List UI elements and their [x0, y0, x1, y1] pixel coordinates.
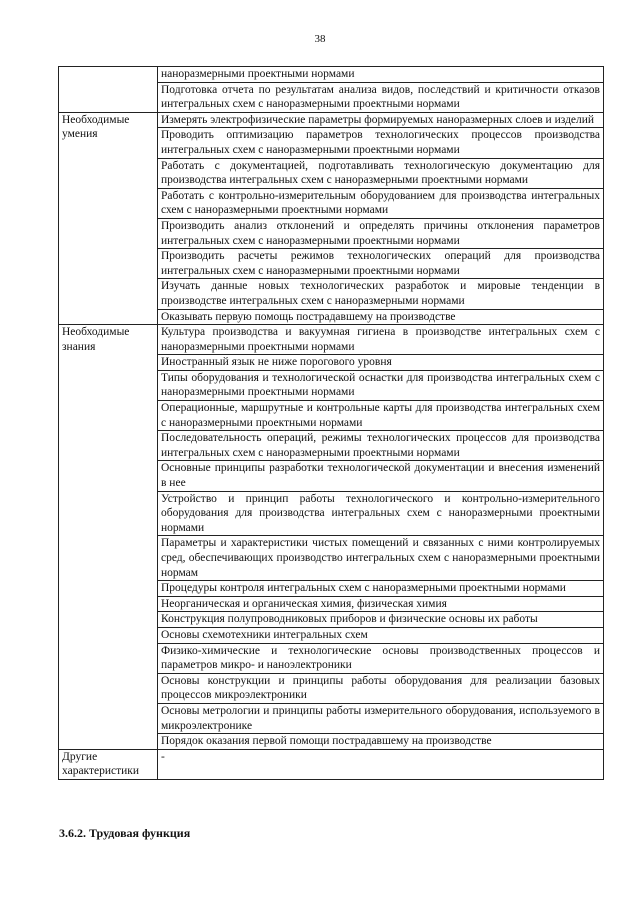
page-number: 38 [314, 33, 326, 45]
requirement-item: Порядок оказания первой помощи пострадавшему на производстве [158, 734, 604, 750]
requirement-item: Работать с документацией, подготавливать технологическую документацию для производства интегральных схем с наноразмерными проектными нормами [158, 158, 604, 188]
requirement-item: Основы метрологии и принципы работы измерительного оборудования, используемого в микроэлектронике [158, 703, 604, 733]
requirement-item: Параметры и характеристики чистых помещений и связанных с ними контролируемых сред, обеспечивающих производство интегральных схем с наноразмерными проектными нормам [158, 536, 604, 581]
requirement-item: Устройство и принцип работы технологического и контрольно-измерительного оборудования для производства интегральных схем с наноразмерными проектными нормами [158, 491, 604, 536]
table-row [59, 112, 604, 128]
requirement-item: Проводить оптимизацию параметров технологических процессов производства интегральных схем с наноразмерными проектными нормами [158, 128, 604, 158]
requirement-item: Оказывать первую помощь пострадавшему на производстве [158, 309, 604, 325]
table-row [59, 749, 604, 779]
requirement-item: Измерять электрофизические параметры формируемых наноразмерных слоев и изделий [158, 112, 604, 128]
requirement-item: Производить анализ отклонений и определять причины отклонения параметров интегральных схем с наноразмерными проектными нормами [158, 218, 604, 248]
requirement-item: Неорганическая и органическая химия, физическая химия [158, 596, 604, 612]
requirement-item: - [158, 749, 604, 779]
requirement-item: Последовательность операций, режимы технологических процессов для производства интегральных схем с наноразмерными проектными нормами [158, 431, 604, 461]
requirement-item: Процедуры контроля интегральных схем с наноразмерными проектными нормами [158, 581, 604, 597]
requirement-item: Основы конструкции и принципы работы оборудования для реализации базовых процессов микроэлектроники [158, 673, 604, 703]
table-row [59, 67, 604, 83]
row-label: Другие характеристики [59, 749, 158, 779]
requirement-item: Иностранный язык не ниже порогового уровня [158, 355, 604, 371]
row-label: Необходимые умения [59, 112, 158, 324]
table-row [59, 325, 604, 355]
section-heading: 3.6.2. Трудовая функция [59, 826, 191, 840]
row-label [59, 67, 158, 113]
requirement-item: Производить расчеты режимов технологических операций для производства интегральных схем с наноразмерными проектными нормами [158, 249, 604, 279]
requirement-item: Основы схемотехники интегральных схем [158, 627, 604, 643]
requirement-item: Культура производства и вакуумная гигиена в производстве интегральных схем с наноразмерными проектными нормами [158, 325, 604, 355]
requirement-item: Физико-химические и технологические основы производственных процессов и параметров микро- и наноэлектроники [158, 643, 604, 673]
requirement-item: Подготовка отчета по результатам анализа видов, последствий и критичности отказов интегральных схем с наноразмерными проектными нормами [158, 82, 604, 112]
requirements-table [58, 66, 604, 780]
requirement-item: Типы оборудования и технологической оснастки для производства интегральных схем с наноразмерными проектными нормами [158, 370, 604, 400]
requirement-item: Изучать данные новых технологических разработок и мировые тенденции в производстве интегральных схем с наноразмерными нормами [158, 279, 604, 309]
requirement-item: наноразмерными проектными нормами [158, 67, 604, 83]
requirement-item: Конструкция полупроводниковых приборов и физические основы их работы [158, 612, 604, 628]
requirement-item: Операционные, маршрутные и контрольные карты для производства интегральных схем с наноразмерными проектными нормами [158, 401, 604, 431]
requirement-item: Основные принципы разработки технологической документации и внесения изменений в нее [158, 461, 604, 491]
row-label: Необходимые знания [59, 325, 158, 750]
requirement-item: Работать с контрольно-измерительным оборудованием для производства интегральных схем с наноразмерными проектными нормами [158, 188, 604, 218]
